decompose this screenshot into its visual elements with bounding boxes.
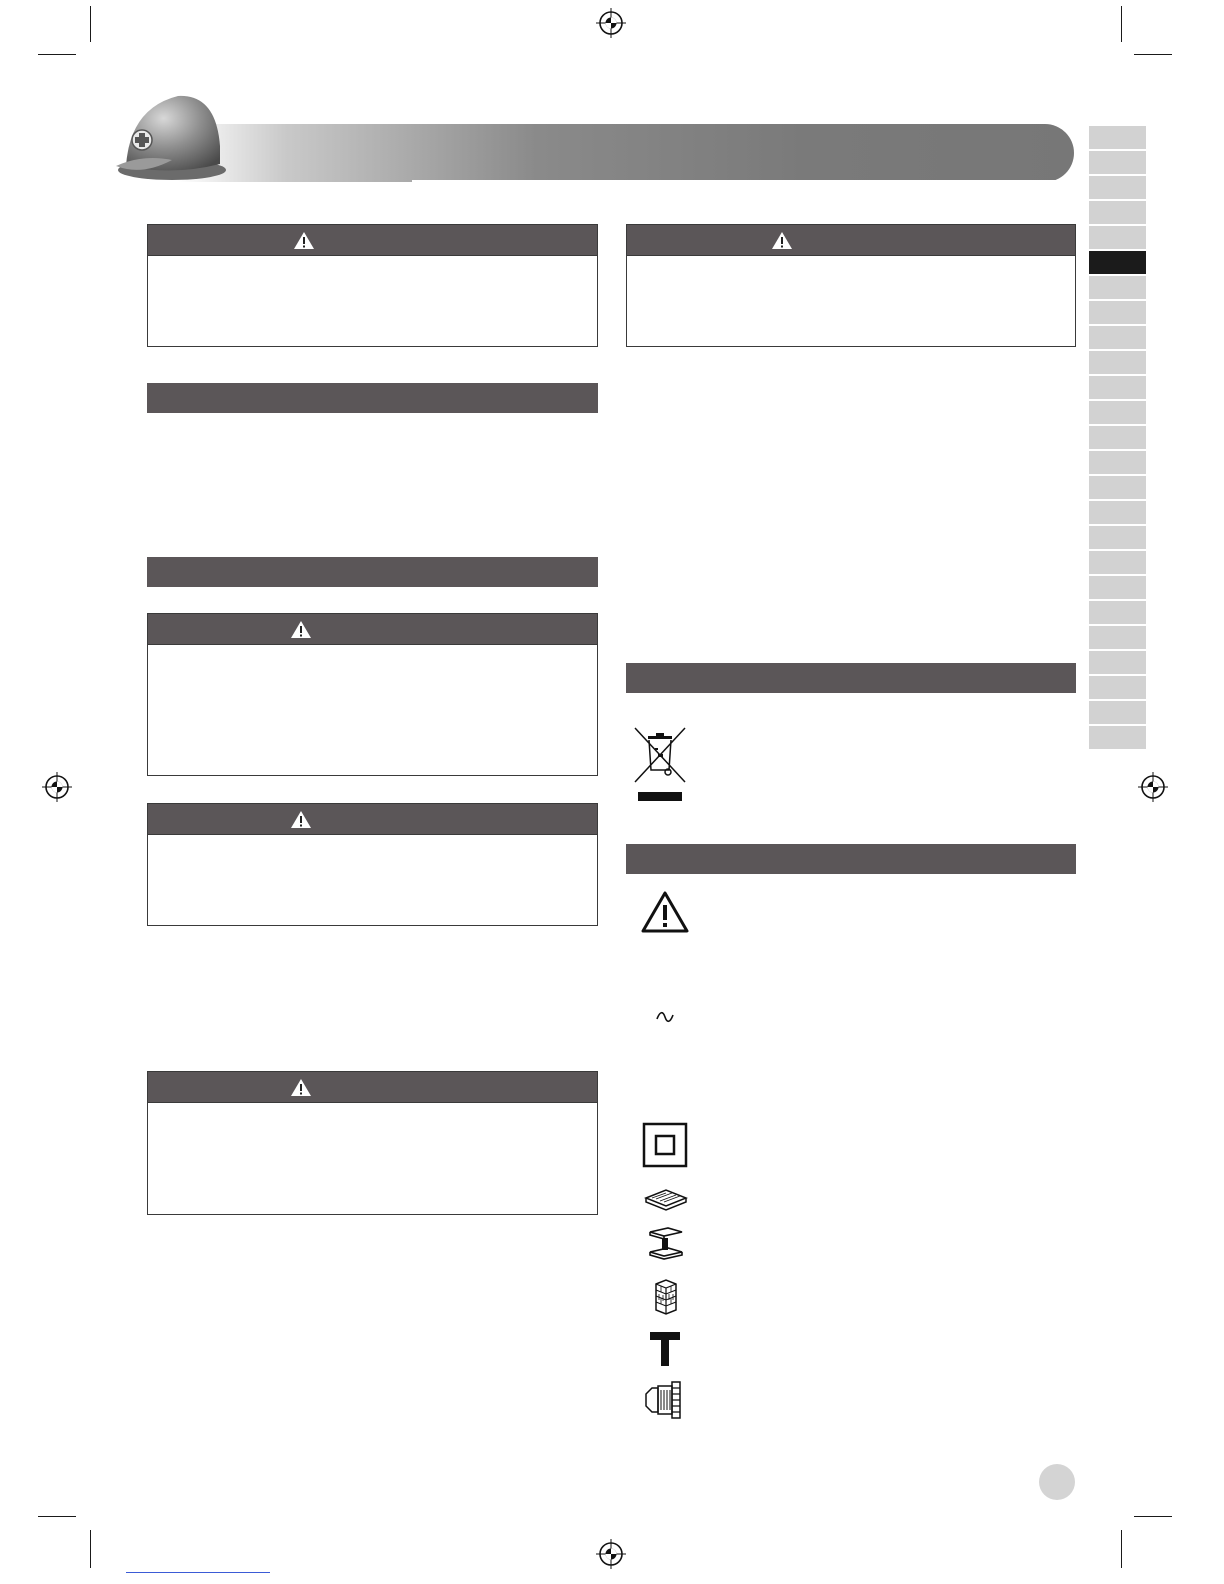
warning-box: [147, 224, 598, 347]
language-tab[interactable]: [1089, 351, 1146, 374]
language-tab[interactable]: [1089, 176, 1146, 199]
alternating-current-icon: [655, 1010, 675, 1024]
page-number-badge: [1039, 1464, 1075, 1500]
warning-box: [147, 803, 598, 926]
registration-mark-icon: [596, 8, 626, 38]
language-tab[interactable]: [1089, 626, 1146, 649]
crossed-out-wheelie-bin-icon: [632, 726, 688, 806]
section-header-bar: [147, 383, 598, 413]
language-tab[interactable]: [1089, 651, 1146, 674]
warning-box: [147, 1071, 598, 1215]
language-tab[interactable]: [1089, 501, 1146, 524]
language-tab[interactable]: [1089, 551, 1146, 574]
language-tab[interactable]: [1089, 426, 1146, 449]
crop-mark: [90, 1530, 91, 1568]
crop-mark: [1134, 54, 1172, 55]
crop-mark: [1134, 1516, 1172, 1517]
language-tab-active[interactable]: [1089, 251, 1146, 274]
language-tab[interactable]: [1089, 476, 1146, 499]
crop-mark: [1121, 6, 1122, 42]
safety-alert-triangle-icon: [640, 890, 690, 934]
section-header-bar: [626, 844, 1076, 874]
warning-box: [147, 613, 598, 776]
language-tab[interactable]: [1089, 726, 1146, 749]
language-tab[interactable]: [1089, 301, 1146, 324]
section-header-bar: [626, 663, 1076, 693]
safety-helmet-icon: [112, 88, 232, 188]
language-tab[interactable]: [1089, 151, 1146, 174]
warning-icon: [771, 231, 793, 250]
footer-link-underline[interactable]: [126, 1572, 270, 1573]
language-tab[interactable]: [1089, 576, 1146, 599]
header-underline: [412, 180, 1074, 183]
wood-material-icon: [644, 1186, 688, 1212]
language-tab[interactable]: [1089, 451, 1146, 474]
drill-chuck-icon: [642, 1380, 690, 1420]
brick-wall-icon: [652, 1278, 680, 1316]
crop-mark: [38, 1516, 76, 1517]
registration-mark-icon: [596, 1539, 626, 1569]
language-tab[interactable]: [1089, 601, 1146, 624]
warning-icon: [293, 231, 315, 250]
warning-icon: [290, 620, 312, 639]
language-tabs: [1089, 126, 1146, 751]
hammer-action-icon: [648, 1330, 682, 1368]
language-tab[interactable]: [1089, 276, 1146, 299]
header-bar: [178, 124, 1074, 182]
language-tab[interactable]: [1089, 326, 1146, 349]
language-tab[interactable]: [1089, 701, 1146, 724]
warning-box-header: [148, 225, 597, 256]
language-tab[interactable]: [1089, 676, 1146, 699]
language-tab[interactable]: [1089, 401, 1146, 424]
language-tab[interactable]: [1089, 226, 1146, 249]
language-tab[interactable]: [1089, 526, 1146, 549]
warning-icon: [290, 810, 312, 829]
section-header-bar: [147, 557, 598, 587]
steel-beam-icon: [646, 1226, 686, 1262]
warning-box: [626, 224, 1076, 347]
registration-mark-icon: [1138, 772, 1168, 802]
registration-mark-icon: [42, 772, 72, 802]
warning-box-header: [627, 225, 1075, 256]
crop-mark: [1121, 1530, 1122, 1568]
language-tab[interactable]: [1089, 126, 1146, 149]
crop-mark: [90, 6, 91, 42]
language-tab[interactable]: [1089, 376, 1146, 399]
warning-box-header: [148, 1072, 597, 1103]
warning-box-header: [148, 614, 597, 645]
language-tab[interactable]: [1089, 201, 1146, 224]
class-ii-double-square-icon: [642, 1122, 688, 1168]
warning-box-header: [148, 804, 597, 835]
warning-icon: [290, 1078, 312, 1097]
crop-mark: [38, 54, 76, 55]
